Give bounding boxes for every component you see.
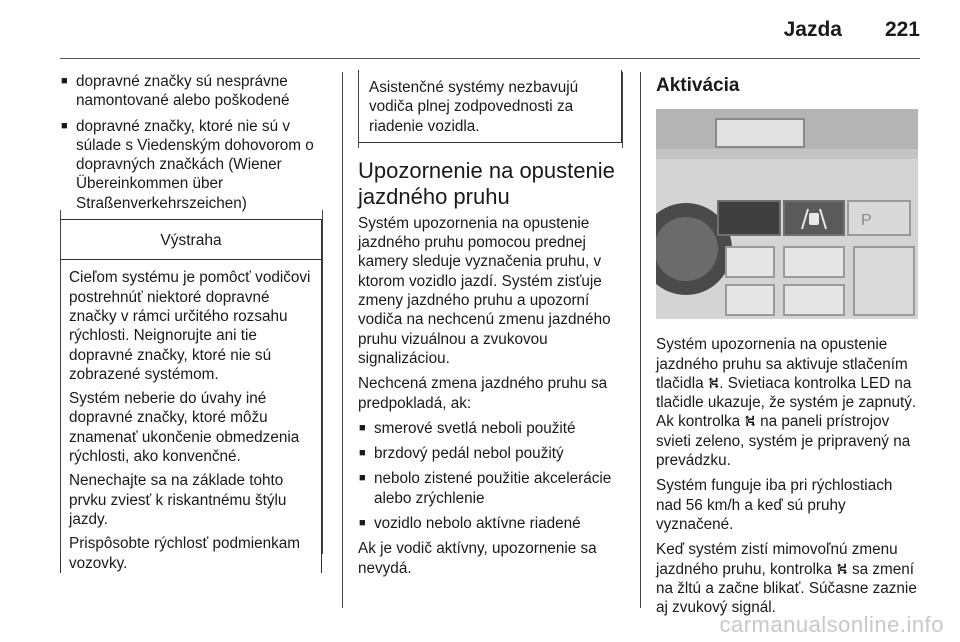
warning-box-right-edge xyxy=(322,210,323,554)
list-item: ■ dopravné značky sú nesprávne namontované alebo poškodené xyxy=(61,73,290,110)
activation-paragraph: Systém upozornenia na opustenie jazdného pruhu sa aktivuje stlačením tlačidla ⛕. Svietiaca kontrolka LED na tlačidle ukazuje, že systém je zapnutý. Ak kontrolka ⛕ na paneli prístrojov svieti zeleno, systém je pripravený na prevádzku. xyxy=(656,336,917,470)
warning-paragraph: Nenechajte sa na základe tohto prvku zviesť k riskantnému štýlu jazdy. xyxy=(69,472,287,528)
warning-paragraph: Cieľom systému je pomôcť vodičovi postrehnúť niektoré dopravné značky v rámci určitého rozsahu rýchlosti. Neignorujte ani tie dopravné značky, ktoré nie sú zobrazené systémom. xyxy=(69,269,311,383)
column-divider xyxy=(640,72,641,608)
column-2 xyxy=(358,72,622,584)
conditions-intro: Nechcená zmena jazdného pruhu sa predpokladá, ak: xyxy=(358,375,608,412)
section-title: Upozornenie na opustenie jazdného pruhu xyxy=(358,157,615,209)
list-item: ■ smerové svetlá neboli použité xyxy=(359,419,576,437)
parking-button-label: P xyxy=(861,212,872,230)
warning-box xyxy=(60,219,322,573)
column-divider xyxy=(342,72,343,608)
list-item: ■ nebolo zistené použitie akcelerácie alebo zrýchlenie xyxy=(359,470,612,507)
bullet-square-icon: ■ xyxy=(359,447,366,460)
warning-body xyxy=(61,260,321,572)
page-number: 221 xyxy=(884,18,920,41)
list-item: ■ vozidlo nebolo aktívne riadené xyxy=(359,515,581,533)
bullet-square-icon: ■ xyxy=(359,517,366,530)
bullet-list xyxy=(60,72,322,213)
bullet-square-icon: ■ xyxy=(359,421,366,434)
bullet-square-icon: ■ xyxy=(61,75,68,87)
page-header xyxy=(0,0,960,60)
note-text: Asistenčné systémy nezbavujú vodiča plnej zodpovednosti za riadenie vozidla. xyxy=(369,79,579,135)
list-item: ■ dopravné značky, ktoré nie sú v súlade s Viedenským dohovorom o dopravných značkách (Wiener Übereinkommen über Straßenverkehrszeichen) xyxy=(61,117,314,212)
warning-box-left-edge xyxy=(60,210,61,554)
header-rule xyxy=(60,58,920,59)
bullet-square-icon: ■ xyxy=(61,119,68,132)
warning-paragraph: Systém neberie do úvahy iné dopravné značky, ktoré môžu znamenať ukončenie obmedzenia rýchlosti, ako konvenčné. xyxy=(69,390,300,466)
column-3 xyxy=(656,72,920,623)
note-box xyxy=(358,70,622,143)
closing-paragraph: Ak je vodič aktívny, upozornenie sa nevydá. xyxy=(358,540,597,577)
bullet-square-icon: ■ xyxy=(359,472,366,485)
watermark: carmanualsonline.info xyxy=(719,612,944,637)
conditions-list xyxy=(358,419,622,533)
activation-title: Aktivácia xyxy=(656,75,740,96)
activation-paragraph: Systém funguje iba pri rýchlostiach nad 56 km/h a keď sú pruhy vyznačené. xyxy=(656,477,893,533)
chapter-title: Jazda xyxy=(783,18,842,41)
warning-title: Výstraha xyxy=(61,220,321,260)
button-panel-photo xyxy=(656,109,918,319)
note-box-left-edge xyxy=(358,72,359,148)
list-item: ■ brzdový pedál nebol použitý xyxy=(359,445,564,463)
activation-paragraph: Keď systém zistí mimovoľnú zmenu jazdného pruhu, kontrolka ⛕ sa zmení na žltú a začne blikať. Súčasne zaznie aj zvukový signál. xyxy=(656,541,917,617)
warning-paragraph: Prispôsobte rýchlosť podmienkam vozovky. xyxy=(69,535,301,572)
note-box-right-edge xyxy=(622,72,623,148)
column-1 xyxy=(60,72,322,578)
intro-paragraph: Systém upozornenia na opustenie jazdného pruhu pomocou prednej kamery sleduje vyznačenia pruhu, v ktorom vozidlo jazdí. Systém zisťuje zmeny jazdného pruhu a upozorní vodiča na nechcenú zmenu jazdného pruhu vizuálnou a zvukovou signalizáciou. xyxy=(358,214,611,367)
button-panel-illustration xyxy=(656,109,918,319)
